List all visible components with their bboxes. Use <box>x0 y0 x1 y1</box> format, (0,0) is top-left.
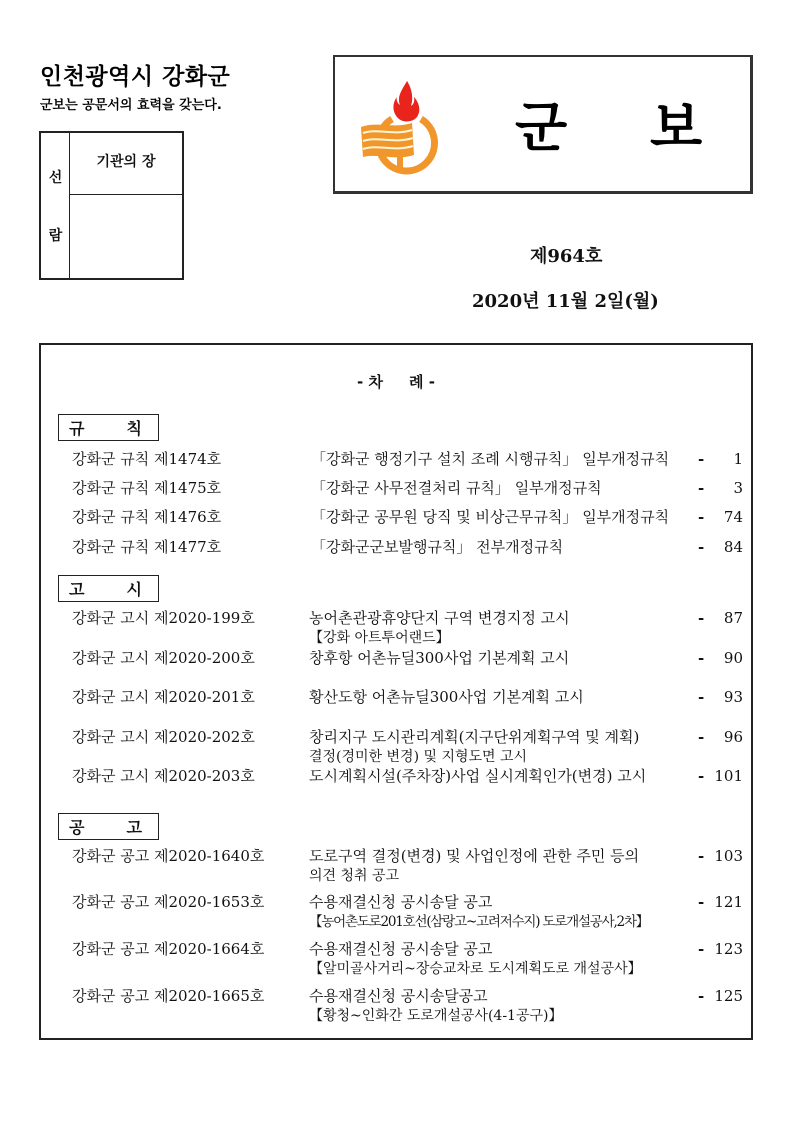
entry-page: 125 <box>714 987 743 1005</box>
section-label-char: 시 <box>126 580 142 599</box>
entry-page: 3 <box>733 479 743 497</box>
entry-title: 황산도항 어촌뉴딜300사업 기본계획 고시 <box>309 688 584 706</box>
entry-dash: - <box>698 479 705 497</box>
section-label-char: 고 <box>69 580 85 599</box>
entry-title: 수용재결신청 공시송달 공고 <box>309 893 493 911</box>
issue-date: 2020년 11월 2일(월) <box>472 291 659 312</box>
entry-subtitle: 의견 청취 공고 <box>309 868 400 884</box>
entry-page: 103 <box>714 847 743 865</box>
entry-number: 강화군 공고 제2020-1665호 <box>72 987 265 1005</box>
entry-dash: - <box>698 940 705 958</box>
entry-title: 도로구역 결정(변경) 및 사업인정에 관한 주민 등의 <box>309 847 640 865</box>
entry-dash: - <box>698 987 705 1005</box>
section-label-char: 공 <box>69 818 85 837</box>
entry-number: 강화군 규칙 제1477호 <box>72 538 222 556</box>
section-label-rules <box>58 414 159 441</box>
entry-title: 「강화군군보발행규칙」 전부개정규칙 <box>311 538 564 556</box>
entry-title: 「강화군 사무전결처리 규칙」 일부개정규칙 <box>311 479 602 497</box>
entry-number: 강화군 공고 제2020-1664호 <box>72 940 265 958</box>
entry-title: 창후항 어촌뉴딜300사업 기본계획 고시 <box>309 649 570 667</box>
approval-side-char: 선 <box>48 170 63 186</box>
entry-title: 「강화군 공무원 당직 및 비상근무규칙」 일부개정규칙 <box>311 508 670 526</box>
section-label-notices <box>58 575 159 602</box>
entry-dash: - <box>698 893 705 911</box>
entry-dash: - <box>698 649 705 667</box>
entry-title: 「강화군 행정기구 설치 조례 시행규칙」 일부개정규칙 <box>311 450 670 468</box>
table-of-contents <box>39 343 753 1040</box>
gangwha-county-emblem-icon <box>357 77 447 175</box>
entry-title: 창리지구 도시관리계획(지구단위계획구역 및 계획) <box>309 728 640 746</box>
approval-side-label <box>41 133 70 278</box>
entry-dash: - <box>698 450 705 468</box>
entry-page: 101 <box>714 767 743 785</box>
entry-page: 121 <box>714 893 743 911</box>
entry-page: 123 <box>714 940 743 958</box>
entry-number: 강화군 규칙 제1474호 <box>72 450 222 468</box>
entry-number: 강화군 공고 제2020-1640호 <box>72 847 265 865</box>
entry-title: 수용재결신청 공시송달공고 <box>309 987 488 1005</box>
entry-subtitle: 【농어촌도로201호선(삼랑고~고려저수지) 도로개설공사,2차】 <box>309 914 649 930</box>
entry-dash: - <box>698 538 705 556</box>
entry-subtitle: 【황청~인화간 도로개설공사(4-1공구)】 <box>309 1008 563 1024</box>
entry-dash: - <box>698 767 705 785</box>
section-label-announcements <box>58 813 159 840</box>
entry-page: 93 <box>723 688 743 706</box>
entry-title: 도시계획시설(주차장)사업 실시계획인가(변경) 고시 <box>309 767 647 785</box>
entry-dash: - <box>698 688 705 706</box>
approval-signature-cell <box>70 195 182 278</box>
approval-box <box>39 131 184 280</box>
entry-page: 1 <box>733 450 743 468</box>
entry-title: 수용재결신청 공시송달 공고 <box>309 940 493 958</box>
section-label-char: 고 <box>126 818 142 837</box>
entry-page: 96 <box>723 728 743 746</box>
entry-subtitle: 【알미골사거리~장승교차로 도시계획도로 개설공사】 <box>309 961 642 977</box>
entry-page: 90 <box>723 649 743 667</box>
entry-number: 강화군 고시 제2020-202호 <box>72 728 255 746</box>
entry-number: 강화군 고시 제2020-201호 <box>72 688 255 706</box>
approval-head <box>70 133 182 195</box>
entry-number: 강화군 고시 제2020-203호 <box>72 767 255 785</box>
entry-page: 87 <box>723 609 743 627</box>
entry-title: 농어촌관광휴양단지 구역 변경지정 고시 <box>309 609 570 627</box>
entry-subtitle: 【강화 아트투어랜드】 <box>309 630 450 646</box>
entry-dash: - <box>698 508 705 526</box>
entry-number: 강화군 규칙 제1475호 <box>72 479 222 497</box>
masthead <box>333 55 753 194</box>
toc-title: - 차 례 - <box>357 373 435 391</box>
entry-number: 강화군 고시 제2020-200호 <box>72 649 255 667</box>
approval-side-char: 람 <box>48 228 63 244</box>
entry-dash: - <box>698 728 705 746</box>
approval-head-label: 기관의 장 <box>96 154 156 170</box>
entry-dash: - <box>698 847 705 865</box>
org-title: 인천광역시 강화군 <box>40 64 231 90</box>
entry-page: 74 <box>723 508 743 526</box>
masthead-title: 군 보 <box>515 96 705 159</box>
entry-dash: - <box>698 609 705 627</box>
entry-number: 강화군 고시 제2020-199호 <box>72 609 255 627</box>
section-label-char: 규 <box>69 419 85 438</box>
entry-subtitle: 결정(경미한 변경) 및 지형도면 고시 <box>309 749 528 765</box>
entry-number: 강화군 규칙 제1476호 <box>72 508 222 526</box>
section-label-char: 칙 <box>126 419 142 438</box>
entry-number: 강화군 공고 제2020-1653호 <box>72 893 265 911</box>
issue-number: 제964호 <box>530 246 603 267</box>
org-subtitle: 군보는 공문서의 효력을 갖는다. <box>40 98 222 113</box>
entry-page: 84 <box>723 538 743 556</box>
